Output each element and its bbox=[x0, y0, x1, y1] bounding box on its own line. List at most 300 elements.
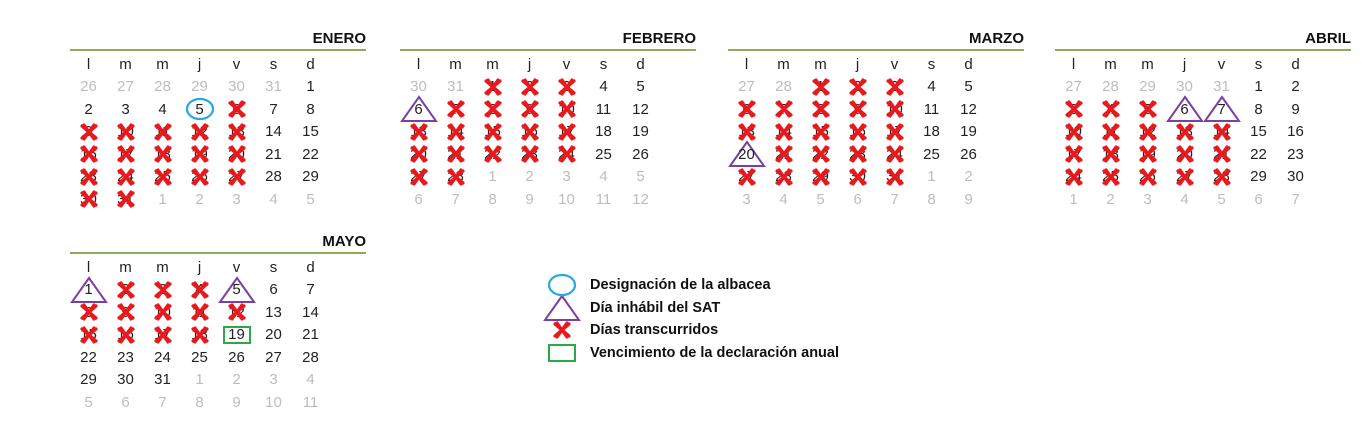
day-number: 22 bbox=[80, 348, 97, 366]
day-cell bbox=[437, 166, 474, 189]
day-cell bbox=[1092, 98, 1129, 121]
day-cell bbox=[144, 279, 181, 302]
day-number: 18 bbox=[191, 326, 208, 344]
day-number: 23 bbox=[117, 348, 134, 366]
day-number: 27 bbox=[117, 78, 134, 96]
day-cell bbox=[107, 143, 144, 166]
day-cell bbox=[913, 121, 950, 144]
day-number: 19 bbox=[228, 326, 245, 344]
day-cell bbox=[70, 121, 107, 144]
day-cell bbox=[181, 166, 218, 189]
day-number: 10 bbox=[265, 393, 282, 411]
day-cell bbox=[400, 188, 437, 211]
day-number: 1 bbox=[1069, 190, 1078, 208]
weekday-header: s bbox=[269, 55, 278, 73]
day-cell bbox=[1092, 188, 1129, 211]
day-cell bbox=[1129, 98, 1166, 121]
legend-label: Día inhábil del SAT bbox=[590, 299, 721, 316]
day-number: 27 bbox=[265, 348, 282, 366]
month-title: ABRIL bbox=[1305, 30, 1351, 47]
day-cell bbox=[913, 76, 950, 99]
day-number: 31 bbox=[154, 371, 171, 389]
day-number: 29 bbox=[1250, 168, 1267, 186]
legend-item bbox=[548, 297, 839, 320]
day-cell bbox=[548, 166, 585, 189]
day-cell bbox=[839, 188, 876, 211]
day-cell bbox=[255, 188, 292, 211]
day-number: 8 bbox=[927, 190, 936, 208]
day-cell bbox=[474, 188, 511, 211]
legend-item bbox=[548, 342, 839, 365]
day-cell bbox=[950, 188, 987, 211]
day-cell bbox=[1055, 121, 1092, 144]
day-cell bbox=[107, 369, 144, 392]
day-cell bbox=[181, 143, 218, 166]
day-number: 2 bbox=[232, 371, 241, 389]
day-cell bbox=[802, 121, 839, 144]
day-cell bbox=[292, 346, 329, 369]
day-cell bbox=[1055, 98, 1092, 121]
day-number: 22 bbox=[1250, 145, 1267, 163]
day-cell bbox=[292, 98, 329, 121]
weekday-header: d bbox=[964, 55, 973, 73]
day-number: 29 bbox=[1139, 78, 1156, 96]
day-number: 17 bbox=[558, 123, 575, 141]
day-number: 6 bbox=[121, 393, 130, 411]
day-cell bbox=[1166, 98, 1203, 121]
day-cell bbox=[622, 98, 659, 121]
legend-label: Vencimiento de la declaración anual bbox=[590, 344, 840, 361]
day-number: 23 bbox=[521, 145, 538, 163]
day-number: 11 bbox=[302, 393, 319, 411]
day-cell bbox=[1277, 76, 1314, 99]
day-number: 12 bbox=[191, 123, 208, 141]
day-number: 1 bbox=[816, 78, 825, 96]
day-cell bbox=[765, 121, 802, 144]
day-cell bbox=[437, 188, 474, 211]
day-cell bbox=[144, 369, 181, 392]
day-cell bbox=[218, 188, 255, 211]
day-cell bbox=[474, 98, 511, 121]
day-cell bbox=[218, 391, 255, 414]
day-number: 31 bbox=[1213, 78, 1230, 96]
weekday-header: v bbox=[1217, 55, 1226, 73]
day-number: 17 bbox=[117, 145, 134, 163]
day-cell bbox=[292, 324, 329, 347]
day-cell bbox=[950, 143, 987, 166]
day-number: 3 bbox=[232, 190, 241, 208]
day-cell bbox=[876, 76, 913, 99]
day-number: 26 bbox=[228, 348, 245, 366]
day-number: 5 bbox=[306, 190, 315, 208]
day-cell bbox=[292, 166, 329, 189]
day-cell bbox=[437, 143, 474, 166]
day-number: 7 bbox=[158, 393, 167, 411]
month-divider bbox=[70, 49, 366, 51]
day-number: 7 bbox=[1291, 190, 1300, 208]
weekday-header: s bbox=[1254, 55, 1263, 73]
legend-symbol bbox=[548, 297, 576, 319]
day-cell bbox=[181, 76, 218, 99]
day-cell bbox=[511, 166, 548, 189]
day-number: 10 bbox=[886, 100, 903, 118]
day-number: 10 bbox=[117, 123, 134, 141]
day-cell bbox=[107, 188, 144, 211]
day-cell bbox=[1240, 121, 1277, 144]
day-number: 6 bbox=[232, 100, 241, 118]
day-number: 8 bbox=[306, 100, 315, 118]
day-cell bbox=[839, 121, 876, 144]
day-cell bbox=[218, 279, 255, 302]
circle-mark-icon bbox=[547, 273, 577, 297]
day-cell bbox=[1129, 121, 1166, 144]
day-cell bbox=[585, 98, 622, 121]
day-number: 6 bbox=[853, 190, 862, 208]
day-cell bbox=[1166, 76, 1203, 99]
day-cell bbox=[437, 76, 474, 99]
day-number: 30 bbox=[117, 371, 134, 389]
day-number: 17 bbox=[1065, 145, 1082, 163]
day-cell bbox=[1166, 188, 1203, 211]
day-cell bbox=[1203, 98, 1240, 121]
day-cell bbox=[255, 391, 292, 414]
day-cell bbox=[1092, 166, 1129, 189]
day-number: 6 bbox=[742, 100, 751, 118]
day-number: 17 bbox=[154, 326, 171, 344]
day-number: 31 bbox=[265, 78, 282, 96]
day-number: 6 bbox=[1180, 100, 1189, 118]
day-cell bbox=[218, 369, 255, 392]
day-cell bbox=[218, 324, 255, 347]
day-cell bbox=[400, 98, 437, 121]
day-number: 9 bbox=[853, 100, 862, 118]
day-number: 28 bbox=[154, 78, 171, 96]
day-cell bbox=[144, 346, 181, 369]
day-cell bbox=[70, 279, 107, 302]
day-cell bbox=[107, 166, 144, 189]
day-cell bbox=[1203, 76, 1240, 99]
day-number: 14 bbox=[447, 123, 464, 141]
day-number: 10 bbox=[558, 190, 575, 208]
day-cell bbox=[1055, 188, 1092, 211]
day-number: 30 bbox=[1287, 168, 1304, 186]
day-cell bbox=[181, 346, 218, 369]
day-number: 20 bbox=[410, 145, 427, 163]
day-number: 11 bbox=[923, 100, 940, 118]
day-number: 3 bbox=[890, 78, 899, 96]
day-cell bbox=[839, 76, 876, 99]
day-number: 3 bbox=[1143, 190, 1152, 208]
day-cell bbox=[1055, 76, 1092, 99]
day-number: 29 bbox=[302, 168, 319, 186]
legend-symbol bbox=[548, 342, 576, 364]
day-number: 15 bbox=[484, 123, 501, 141]
weekday-header: l bbox=[86, 55, 91, 73]
day-cell bbox=[292, 369, 329, 392]
square-mark-icon bbox=[547, 343, 577, 363]
day-cell bbox=[218, 143, 255, 166]
day-cell bbox=[913, 166, 950, 189]
day-number: 9 bbox=[1291, 100, 1300, 118]
day-number: 2 bbox=[964, 168, 973, 186]
weekday-header: d bbox=[1291, 55, 1300, 73]
day-number: 4 bbox=[779, 190, 788, 208]
day-number: 2 bbox=[121, 281, 130, 299]
month-marzo bbox=[728, 30, 1024, 211]
day-cell bbox=[400, 166, 437, 189]
weekday-header: v bbox=[562, 55, 571, 73]
day-number: 5 bbox=[636, 168, 645, 186]
day-number: 10 bbox=[1065, 123, 1082, 141]
day-cell bbox=[292, 301, 329, 324]
weekday-header: j bbox=[1182, 55, 1187, 73]
day-cell bbox=[70, 98, 107, 121]
day-cell bbox=[765, 143, 802, 166]
day-number: 31 bbox=[886, 168, 903, 186]
day-number: 9 bbox=[525, 100, 534, 118]
day-number: 5 bbox=[1143, 100, 1152, 118]
day-number: 4 bbox=[306, 371, 315, 389]
day-cell bbox=[913, 188, 950, 211]
weekday-header: j bbox=[197, 55, 202, 73]
weekday-header: l bbox=[416, 55, 421, 73]
day-number: 4 bbox=[195, 281, 204, 299]
day-number: 21 bbox=[302, 326, 319, 344]
day-cell bbox=[70, 143, 107, 166]
legend-symbol bbox=[548, 319, 576, 341]
day-number: 12 bbox=[960, 100, 977, 118]
day-cell bbox=[255, 301, 292, 324]
day-number: 30 bbox=[410, 78, 427, 96]
day-cell bbox=[474, 143, 511, 166]
day-number: 4 bbox=[158, 100, 167, 118]
day-cell bbox=[1055, 143, 1092, 166]
day-cell bbox=[107, 324, 144, 347]
day-cell bbox=[255, 121, 292, 144]
day-number: 8 bbox=[816, 100, 825, 118]
month-divider bbox=[400, 49, 696, 51]
day-cell bbox=[728, 143, 765, 166]
day-cell bbox=[181, 188, 218, 211]
day-number: 21 bbox=[1213, 145, 1230, 163]
day-number: 26 bbox=[191, 168, 208, 186]
day-cell bbox=[1166, 166, 1203, 189]
day-number: 19 bbox=[1139, 145, 1156, 163]
day-cell bbox=[548, 121, 585, 144]
day-cell bbox=[70, 346, 107, 369]
cross-mark-icon bbox=[552, 321, 572, 339]
day-cell bbox=[802, 76, 839, 99]
day-cell bbox=[255, 324, 292, 347]
day-number: 1 bbox=[1254, 78, 1263, 96]
day-number: 19 bbox=[960, 123, 977, 141]
day-number: 11 bbox=[154, 123, 171, 141]
day-cell bbox=[1240, 188, 1277, 211]
legend-symbol bbox=[548, 274, 576, 296]
legend-item bbox=[548, 274, 839, 297]
day-number: 14 bbox=[302, 303, 319, 321]
day-cell bbox=[1203, 121, 1240, 144]
day-number: 13 bbox=[410, 123, 427, 141]
day-cell bbox=[728, 188, 765, 211]
day-cell bbox=[1240, 76, 1277, 99]
month-title: ENERO bbox=[312, 30, 366, 47]
weekday-header: m bbox=[156, 258, 169, 276]
day-cell bbox=[1277, 188, 1314, 211]
weekday-header: s bbox=[927, 55, 936, 73]
day-number: 25 bbox=[595, 145, 612, 163]
day-cell bbox=[1203, 188, 1240, 211]
weekday-header: m bbox=[814, 55, 827, 73]
day-number: 25 bbox=[1102, 168, 1119, 186]
day-cell bbox=[218, 121, 255, 144]
day-number: 1 bbox=[158, 190, 167, 208]
day-number: 4 bbox=[927, 78, 936, 96]
day-number: 16 bbox=[849, 123, 866, 141]
weekday-header: m bbox=[156, 55, 169, 73]
day-number: 2 bbox=[1291, 78, 1300, 96]
day-number: 3 bbox=[742, 190, 751, 208]
month-grid bbox=[70, 53, 366, 211]
day-number: 30 bbox=[849, 168, 866, 186]
day-number: 7 bbox=[890, 190, 899, 208]
day-cell bbox=[1166, 143, 1203, 166]
day-number: 20 bbox=[265, 326, 282, 344]
day-number: 3 bbox=[562, 168, 571, 186]
day-number: 15 bbox=[80, 326, 97, 344]
day-cell bbox=[400, 121, 437, 144]
day-cell bbox=[622, 76, 659, 99]
day-number: 26 bbox=[632, 145, 649, 163]
day-number: 5 bbox=[816, 190, 825, 208]
day-number: 18 bbox=[923, 123, 940, 141]
day-number: 2 bbox=[195, 190, 204, 208]
day-number: 26 bbox=[960, 145, 977, 163]
day-number: 1 bbox=[488, 168, 497, 186]
day-cell bbox=[107, 301, 144, 324]
weekday-header: l bbox=[744, 55, 749, 73]
day-number: 22 bbox=[302, 145, 319, 163]
month-abril bbox=[1055, 30, 1351, 211]
weekday-header: m bbox=[1141, 55, 1154, 73]
day-cell bbox=[70, 76, 107, 99]
day-cell bbox=[876, 188, 913, 211]
day-cell bbox=[802, 188, 839, 211]
weekday-header: m bbox=[449, 55, 462, 73]
day-cell bbox=[144, 76, 181, 99]
month-title: MAYO bbox=[322, 233, 366, 250]
day-number: 6 bbox=[414, 190, 423, 208]
day-number: 1 bbox=[84, 281, 93, 299]
weekday-header: v bbox=[232, 55, 241, 73]
day-number: 9 bbox=[232, 393, 241, 411]
day-number: 1 bbox=[195, 371, 204, 389]
day-cell bbox=[474, 121, 511, 144]
day-cell bbox=[144, 166, 181, 189]
day-cell bbox=[585, 188, 622, 211]
day-cell bbox=[1277, 166, 1314, 189]
month-enero bbox=[70, 30, 366, 211]
day-number: 24 bbox=[1065, 168, 1082, 186]
day-cell bbox=[765, 76, 802, 99]
day-cell bbox=[70, 166, 107, 189]
day-number: 4 bbox=[599, 168, 608, 186]
day-number: 1 bbox=[306, 78, 315, 96]
day-number: 26 bbox=[80, 78, 97, 96]
day-cell bbox=[181, 279, 218, 302]
day-cell bbox=[585, 76, 622, 99]
day-number: 30 bbox=[228, 78, 245, 96]
day-cell bbox=[950, 98, 987, 121]
day-number: 17 bbox=[886, 123, 903, 141]
day-number: 5 bbox=[232, 281, 241, 299]
day-number: 15 bbox=[302, 123, 319, 141]
day-number: 31 bbox=[117, 190, 134, 208]
weekday-header: d bbox=[636, 55, 645, 73]
day-number: 11 bbox=[595, 190, 612, 208]
weekday-header: d bbox=[306, 258, 315, 276]
day-number: 1 bbox=[488, 78, 497, 96]
day-number: 13 bbox=[228, 123, 245, 141]
day-number: 30 bbox=[1176, 78, 1193, 96]
day-number: 28 bbox=[775, 168, 792, 186]
day-cell bbox=[511, 98, 548, 121]
day-cell bbox=[107, 391, 144, 414]
day-number: 3 bbox=[562, 78, 571, 96]
day-cell bbox=[292, 279, 329, 302]
day-cell bbox=[70, 369, 107, 392]
day-number: 11 bbox=[1102, 123, 1119, 141]
day-cell bbox=[255, 143, 292, 166]
day-number: 5 bbox=[1217, 190, 1226, 208]
weekday-header: m bbox=[119, 258, 132, 276]
weekday-header: s bbox=[269, 258, 278, 276]
day-number: 4 bbox=[269, 190, 278, 208]
day-cell bbox=[548, 76, 585, 99]
day-number: 28 bbox=[302, 348, 319, 366]
day-cell bbox=[255, 279, 292, 302]
day-cell bbox=[802, 166, 839, 189]
day-number: 26 bbox=[1139, 168, 1156, 186]
day-number: 7 bbox=[451, 190, 460, 208]
day-cell bbox=[585, 121, 622, 144]
day-number: 24 bbox=[886, 145, 903, 163]
day-number: 27 bbox=[228, 168, 245, 186]
day-number: 28 bbox=[1102, 78, 1119, 96]
day-cell bbox=[218, 166, 255, 189]
day-cell bbox=[585, 143, 622, 166]
day-number: 3 bbox=[121, 100, 130, 118]
day-number: 2 bbox=[84, 100, 93, 118]
day-number: 30 bbox=[80, 190, 97, 208]
day-cell bbox=[548, 188, 585, 211]
weekday-header: m bbox=[486, 55, 499, 73]
day-cell bbox=[107, 76, 144, 99]
day-cell bbox=[181, 98, 218, 121]
day-cell bbox=[218, 346, 255, 369]
day-number: 13 bbox=[1176, 123, 1193, 141]
day-number: 14 bbox=[775, 123, 792, 141]
day-number: 3 bbox=[1069, 100, 1078, 118]
day-cell bbox=[144, 391, 181, 414]
day-cell bbox=[511, 188, 548, 211]
month-title: MARZO bbox=[969, 30, 1024, 47]
day-number: 18 bbox=[154, 145, 171, 163]
month-febrero bbox=[400, 30, 696, 211]
day-number: 29 bbox=[191, 78, 208, 96]
day-cell bbox=[400, 76, 437, 99]
day-cell bbox=[548, 98, 585, 121]
